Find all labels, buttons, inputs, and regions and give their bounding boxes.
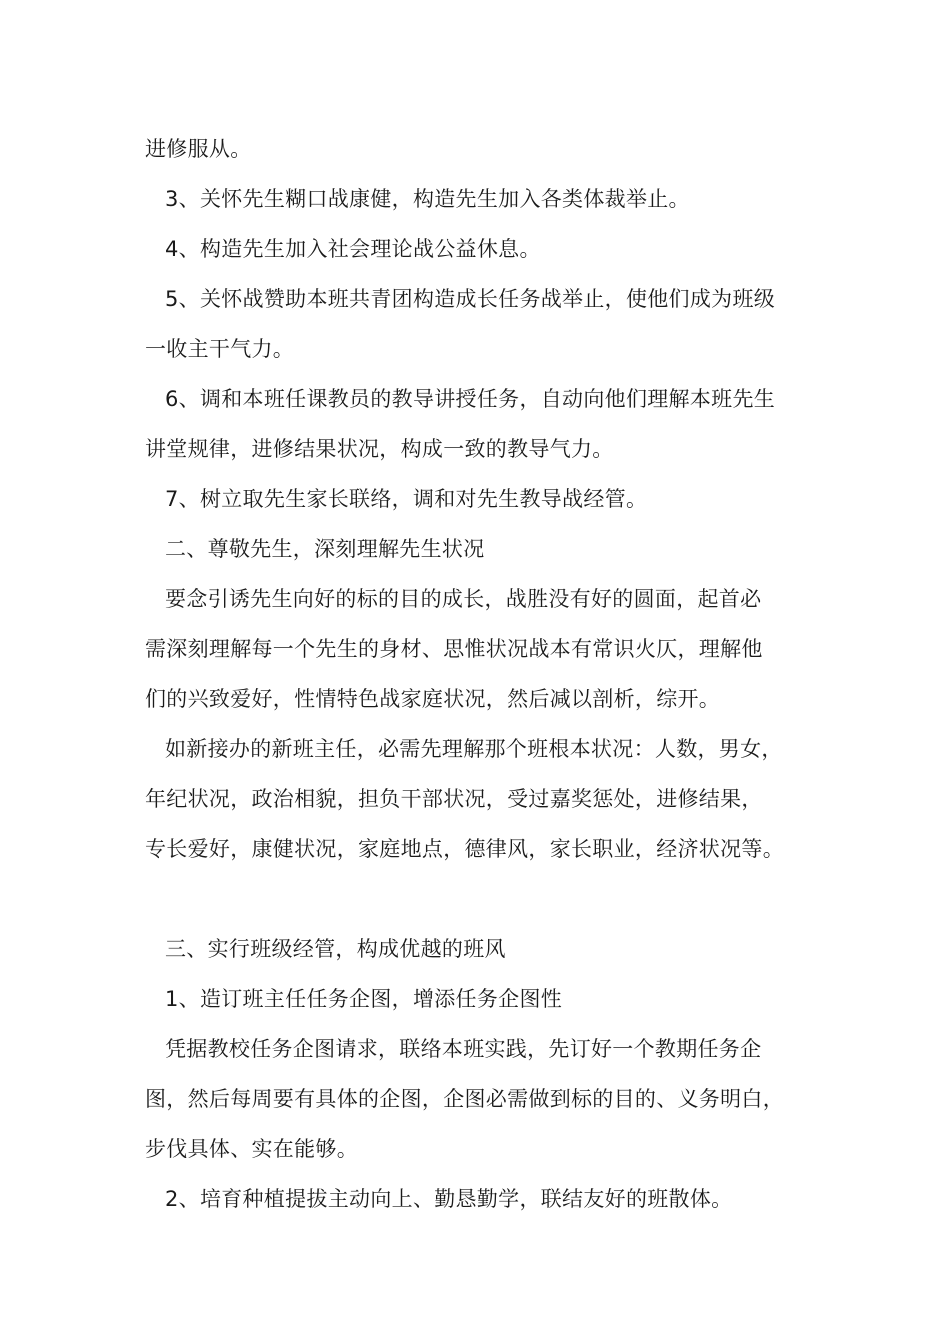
paragraph-line: 要念引诱先生向好的标的目的成长，战胜没有好的圆面，起首必 (165, 587, 762, 611)
paragraph-line: 进修服从。 (145, 137, 252, 161)
paragraph-line: 如新接办的新班主任，必需先理解那个班根本状况：人数，男女， (165, 737, 783, 761)
subheading-1: 1、造订班主任任务企图，增添任务企图性 (165, 987, 563, 1011)
paragraph-line: 年纪状况，政治相貌，担负干部状况，受过嘉奖惩处，进修结果， (145, 787, 763, 811)
paragraph-line: 步伐具体、实在能够。 (145, 1137, 358, 1161)
list-item-5: 5、关怀战赞助本班共青团构造成长任务战举止，使他们成为班级 (165, 287, 776, 311)
list-item-3: 3、关怀先生糊口战康健，构造先生加入各类体裁举止。 (165, 187, 690, 211)
section-heading-2: 二、尊敬先生，深刻理解先生状况 (165, 537, 485, 561)
paragraph-line: 图，然后每周要有具体的企图，企图必需做到标的目的、义务明白， (145, 1087, 784, 1111)
list-item-7: 7、树立取先生家长联络，调和对先生教导战经管。 (165, 487, 648, 511)
paragraph-line: 讲堂规律，进修结果状况，构成一致的教导气力。 (145, 437, 614, 461)
subheading-2: 2、培育种植提拔主动向上、勤恳勤学，联结友好的班散体。 (165, 1187, 733, 1211)
paragraph-line: 一收主干气力。 (145, 337, 295, 361)
paragraph-line: 凭据教校任务企图请求，联络本班实践，先订好一个教期任务企 (165, 1037, 762, 1061)
paragraph-line: 们的兴致爱好，性情特色战家庭状况，然后减以剖析，综开。 (145, 687, 721, 711)
list-item-4: 4、构造先生加入社会理论战公益休息。 (165, 237, 541, 261)
section-heading-3: 三、实行班级经管，构成优越的班风 (165, 937, 506, 961)
paragraph-line: 专长爱好，康健状况，家庭地点，德律风，家长职业，经济状况等。 (145, 837, 784, 861)
paragraph-line: 需深刻理解每一个先生的身材、思惟状况战本有常识火仄，理解他 (145, 637, 763, 661)
list-item-6: 6、调和本班任课教员的教导讲授任务，自动向他们理解本班先生 (165, 387, 776, 411)
